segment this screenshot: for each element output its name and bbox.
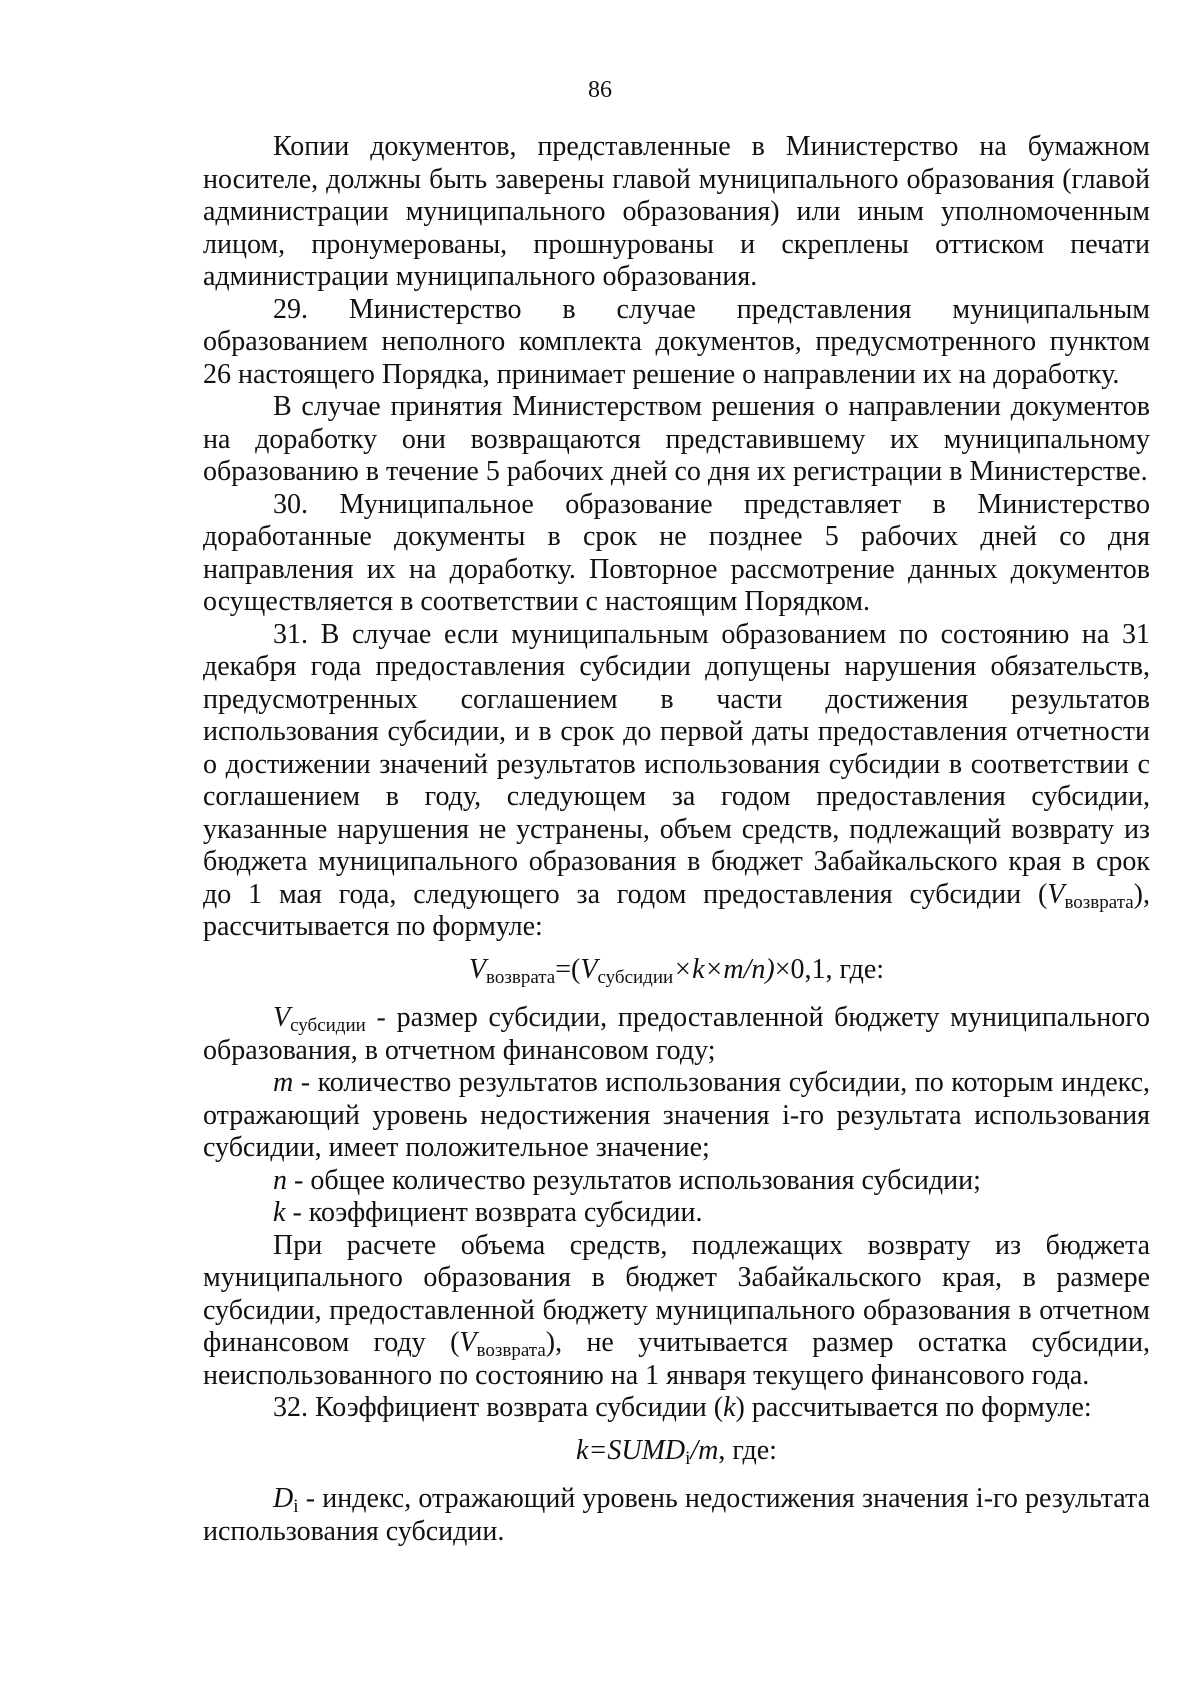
def-v-text: - размер субсидии, предоставленной бюджету муниципального образования, в отчетном финансовом году; [203,1002,1150,1066]
paragraph-calc-tail: ), не учитывается размер остатка субсидии, неиспользованного по состоянию на 1 января текущего финансового года. [203,1327,1151,1391]
def-d-sub: i [293,1496,299,1517]
formula-eq: =( [555,953,581,985]
formula-v2: V [580,953,598,985]
paragraph-31-tail: ), рассчитывается по формуле: [203,878,1150,942]
formula-rest: ×0,1, где: [774,953,885,985]
paragraph-30: 30. Муниципальное образование представляет в Министерство доработанные документы в срок не позднее 5 рабочих дней со дня направления их на доработку. Повторное рассмотрение данных документов осуществляется в соответствии с настоящим Порядком. [203,488,1150,617]
paragraph-return-docs: В случае принятия Министерством решения о направлении документов на доработку они возвращаются представившему их муниципальному образованию в течение 5 рабочих дней со дня их регистрации в Министерстве. [203,391,1150,487]
def-k-text: - коэффициент возврата субсидии. [285,1197,703,1228]
def-v-sub: субсидии [290,1015,366,1036]
v-subscript: возврата [1064,891,1134,913]
definition-d [203,1483,1150,1548]
v-symbol: V [1047,878,1065,910]
paragraph-32 [203,1392,1150,1425]
calc-v: V [459,1327,477,1358]
definition-k [203,1197,1150,1230]
page-number: 86 [588,77,612,103]
def-n: n [273,1164,287,1196]
def-d-text: - индекс, отражающий уровень недостижения значения i-го результата использования субсидии. [203,1483,1150,1547]
paragraph-31-text: 31. В случае если муниципальным образованием по состоянию на 31 декабря года предоставления субсидии допущены нарушения обязательств, предусмотренных соглашением в части достижения результатов использования субсидии, и в срок до первой даты предоставления отчетности о достижении значений результатов использования субсидии в соответствии с соглашением в году, следующем за годом предоставления субсидии, указанные нарушения не устранены, объем средств, подлежащий возврату из бюджета муниципального образования в бюджет Забайкальского края в срок до 1 мая года, следующего за годом предоставления субсидии ( [203,618,1150,910]
def-k: k [273,1197,286,1228]
definition-v-subsidy [203,1002,1150,1067]
paragraph-calculation [203,1230,1150,1393]
def-m: m [273,1067,294,1098]
paragraph-29: 29. Министерство в случае представления муниципальным образованием неполного комплекта документов, предусмотренного пунктом 26 настоящего Порядка, принимает решение о направлении их на доработку. [203,293,1150,390]
paragraph-copies: Копии документов, представленные в Министерство на бумажном носителе, должны быть заверены главой муниципального образования (главой администрации муниципального образования) или иным уполномоченным лицом, пронумерованы, прошнурованы и скреплены оттиском печати администрации муниципального образования. [203,131,1150,292]
def-d: D [273,1483,294,1514]
formula-coefficient [203,1435,1150,1468]
calc-v-sub: возврата [476,1340,546,1361]
formula-italic-part: ×k×m/n) [673,953,775,985]
f2-italic2: /m [690,1434,719,1466]
paragraph-calc-text: При расчете объема средств, подлежащих возврату из бюджета муниципального образования в бюджет Забайкальского края, в размере субсидии, предоставленной бюджету муниципального образования в отчетном финансовом году ( [203,1229,1150,1358]
formula-sub1: возврата [486,966,556,988]
p32-k: k [723,1392,736,1423]
def-n-text: - общее количество результатов использования субсидии; [287,1164,981,1196]
formula-sub2: субсидии [597,966,674,988]
paragraph-31 [203,619,1150,944]
definition-m [203,1067,1150,1165]
f2-rest: , где: [718,1434,777,1466]
definition-n [203,1165,1150,1198]
p32-a: 32. Коэффициент возврата субсидии ( [273,1392,724,1423]
def-v: V [273,1002,291,1033]
f2-italic: k=SUMD [576,1434,686,1466]
document-body [203,131,1150,1548]
f2-sub: i [685,1447,691,1469]
p32-b: ) рассчитывается по формуле: [735,1392,1092,1423]
formula-v: V [468,953,487,985]
def-m-text: - количество результатов использования субсидии, по которым индекс, отражающий уровень недостижения значения i-го результата использования субсидии, имеет положительное значение; [203,1067,1150,1163]
formula-return-volume [203,954,1150,987]
